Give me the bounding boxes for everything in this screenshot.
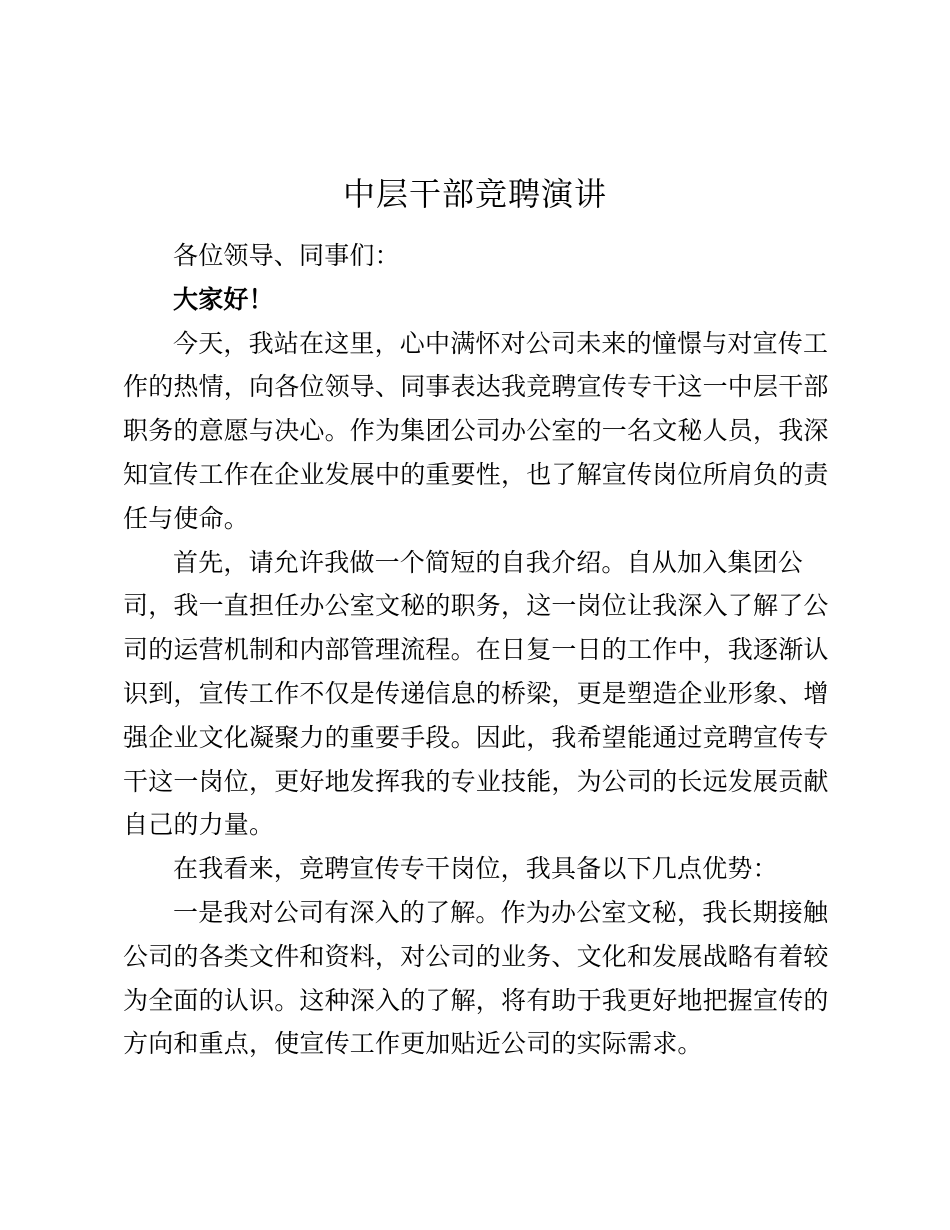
text-line: 职务的意愿与决心。作为集团公司办公室的一名文秘人员，我深 (123, 416, 829, 446)
text-line: 任与使命。 (123, 503, 250, 533)
text-line: 知宣传工作在企业发展中的重要性，也了解宣传岗位所肩负的责 (123, 459, 829, 489)
text-line: 各位领导、同事们： (173, 241, 400, 270)
text-line: 识到，宣传工作不仅是传递信息的桥梁，更是塑造企业形象、增 (123, 678, 829, 708)
text-line: 干这一岗位，更好地发挥我的专业技能，为公司的长远发展贡献 (123, 766, 829, 796)
document-body (123, 234, 827, 1066)
text-line: 强企业文化凝聚力的重要手段。因此，我希望能通过竞聘宣传专 (123, 722, 829, 752)
text-line: 作的热情，向各位领导、同事表达我竞聘宣传专干这一中层干部 (123, 372, 829, 402)
text-line: 方向和重点，使宣传工作更加贴近公司的实际需求。 (123, 1029, 703, 1059)
text-line: 司的运营机制和内部管理流程。在日复一日的工作中，我逐渐认 (123, 635, 829, 665)
text-line: 今天，我站在这里，心中满怀对公司未来的憧憬与对宣传工 (173, 328, 829, 358)
text-line: 首先，请允许我做一个简短的自我介绍。自从加入集团公 (173, 547, 804, 577)
text-line: 一是我对公司有深入的了解。作为办公室文秘，我长期接触 (173, 897, 829, 927)
text-line: 为全面的认识。这种深入的了解，将有助于我更好地把握宣传的 (123, 985, 829, 1015)
document-title: 中层干部竞聘演讲 (342, 175, 607, 213)
text-line: 公司的各类文件和资料，对公司的业务、文化和发展战略有着较 (123, 941, 829, 971)
text-line: 在我看来，竞聘宣传专干岗位，我具备以下几点优势： (173, 854, 778, 884)
text-line: 大家好！ (173, 284, 274, 314)
text-line: 司，我一直担任办公室文秘的职务，这一岗位让我深入了解了公 (123, 591, 829, 621)
text-line: 自己的力量。 (123, 810, 275, 840)
